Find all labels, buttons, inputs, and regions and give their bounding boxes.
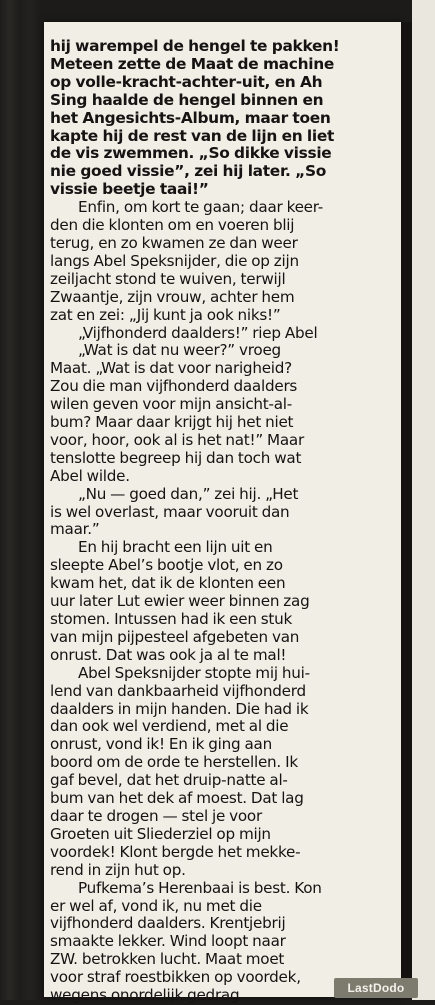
article-line: langs Abel Speksnijder, die op zijn bbox=[50, 252, 299, 270]
article-line: het Angesichts-Album, maar toen bbox=[50, 109, 331, 127]
article-line: voor, hoor, ook al is het nat!” Maar bbox=[50, 431, 304, 449]
article-line: de vis zwemmen. „So dikke vissie bbox=[50, 145, 332, 163]
article-line: Zou die man vijfhonderd daalders bbox=[50, 378, 298, 396]
article-line: kapte hij de rest van de lijn en liet bbox=[50, 127, 335, 145]
watermark-badge: LastDodo bbox=[334, 978, 418, 998]
article-line: „Vijfhonderd daalders!” riep Abel bbox=[78, 324, 318, 342]
article-line: Maat. „Wat is dat voor narigheid? bbox=[50, 360, 292, 378]
article-line: dan ook wel verdiend, met al die bbox=[50, 718, 289, 736]
article-line: maar.” bbox=[50, 521, 100, 539]
article-line: wilen geven voor mijn ansicht-al- bbox=[50, 396, 292, 414]
article-line: rend in zijn hut op. bbox=[50, 861, 186, 879]
article-line: op volle-kracht-achter-uit, en Ah bbox=[50, 73, 323, 91]
paper-right-margin bbox=[412, 0, 435, 1000]
article-line: Abel Speksnijder stopte mij hui- bbox=[78, 664, 310, 682]
article-line: zat en zei: „Jij kunt ja ook niks!” bbox=[50, 306, 281, 324]
article-line: vijfhonderd daalders. Krentjebrij bbox=[50, 915, 286, 933]
article-line: smaakte lekker. Wind loopt naar bbox=[50, 933, 286, 951]
article-line: van mijn pijpesteel afgebeten van bbox=[50, 628, 300, 646]
article-line: Abel wilde. bbox=[50, 467, 130, 485]
article-line: terug, en zo kwamen ze dan weer bbox=[50, 234, 298, 252]
column-rule bbox=[401, 22, 412, 997]
article-line: sleepte Abel’s bootje vlot, en zo bbox=[50, 557, 283, 575]
article-line: daar te drogen — stel je voor bbox=[50, 807, 262, 825]
article-line: voordek! Klont bergde het mekke- bbox=[50, 843, 301, 861]
article-line: wegens onordelijk gedrag. bbox=[50, 987, 244, 1005]
article-line: lend van dankbaarheid vijfhonderd bbox=[50, 682, 306, 700]
article-line: is wel overlast, maar vooruit dan bbox=[50, 503, 290, 521]
article-line: er wel af, vond ik, nu met die bbox=[50, 897, 262, 915]
article-line: daalders in mijn handen. Die had ik bbox=[50, 700, 309, 718]
article-line: kwam het, dat ik de klonten een bbox=[50, 575, 286, 593]
article-line: gaf bevel, dat het druip-natte al- bbox=[50, 772, 288, 790]
article-line: uur later Lut ewier weer binnen zag bbox=[50, 593, 310, 611]
article-line: tenslotte begreep hij dan toch wat bbox=[50, 449, 302, 467]
article-line: den die klonten om en voeren blij bbox=[50, 217, 295, 235]
article-line: zeiljacht stond te wuiven, terwijl bbox=[50, 270, 286, 288]
article-line: En hij bracht een lijn uit en bbox=[78, 539, 273, 557]
article-line: Groeten uit Sliederziel op mijn bbox=[50, 825, 271, 843]
article-line: Sing haalde de hengel binnen en bbox=[50, 91, 324, 109]
article-line: Pufkema’s Herenbaai is best. Kon bbox=[78, 879, 322, 897]
article-line: stomen. Intussen had ik een stuk bbox=[50, 611, 293, 628]
article-line: bum? Maar daar krijgt hij het niet bbox=[50, 414, 294, 432]
article-line: „Wat is dat nu weer?” vroeg bbox=[78, 342, 281, 360]
article-line: bum van het dek af moest. Dat lag bbox=[50, 790, 304, 808]
article-line: onrust, vond ik! En ik ging aan bbox=[50, 736, 272, 754]
article-line: onrust. Dat was ook ja al te mal! bbox=[50, 646, 287, 664]
article-line: ZW. betrokken lucht. Maat moet bbox=[50, 951, 285, 969]
article-line: nie goed vissie”, zei hij later. „So bbox=[50, 163, 327, 181]
article-line: voor straf roestbikken op voordek, bbox=[50, 969, 301, 987]
article-column bbox=[50, 38, 392, 1005]
article-line: Zwaantje, zijn vrouw, achter hem bbox=[50, 288, 295, 306]
article-line: Enfin, om kort te gaan; daar keer- bbox=[78, 199, 324, 217]
article-line: hij warempel de hengel te pakken! bbox=[50, 38, 340, 55]
article-line: vissie beetje taai!” bbox=[50, 181, 209, 199]
article-line: boord om de orde te herstellen. Ik bbox=[50, 754, 298, 772]
article-line: „Nu — goed dan,” zei hij. „Het bbox=[78, 485, 299, 503]
article-line: Meteen zette de Maat de machine bbox=[50, 55, 335, 73]
